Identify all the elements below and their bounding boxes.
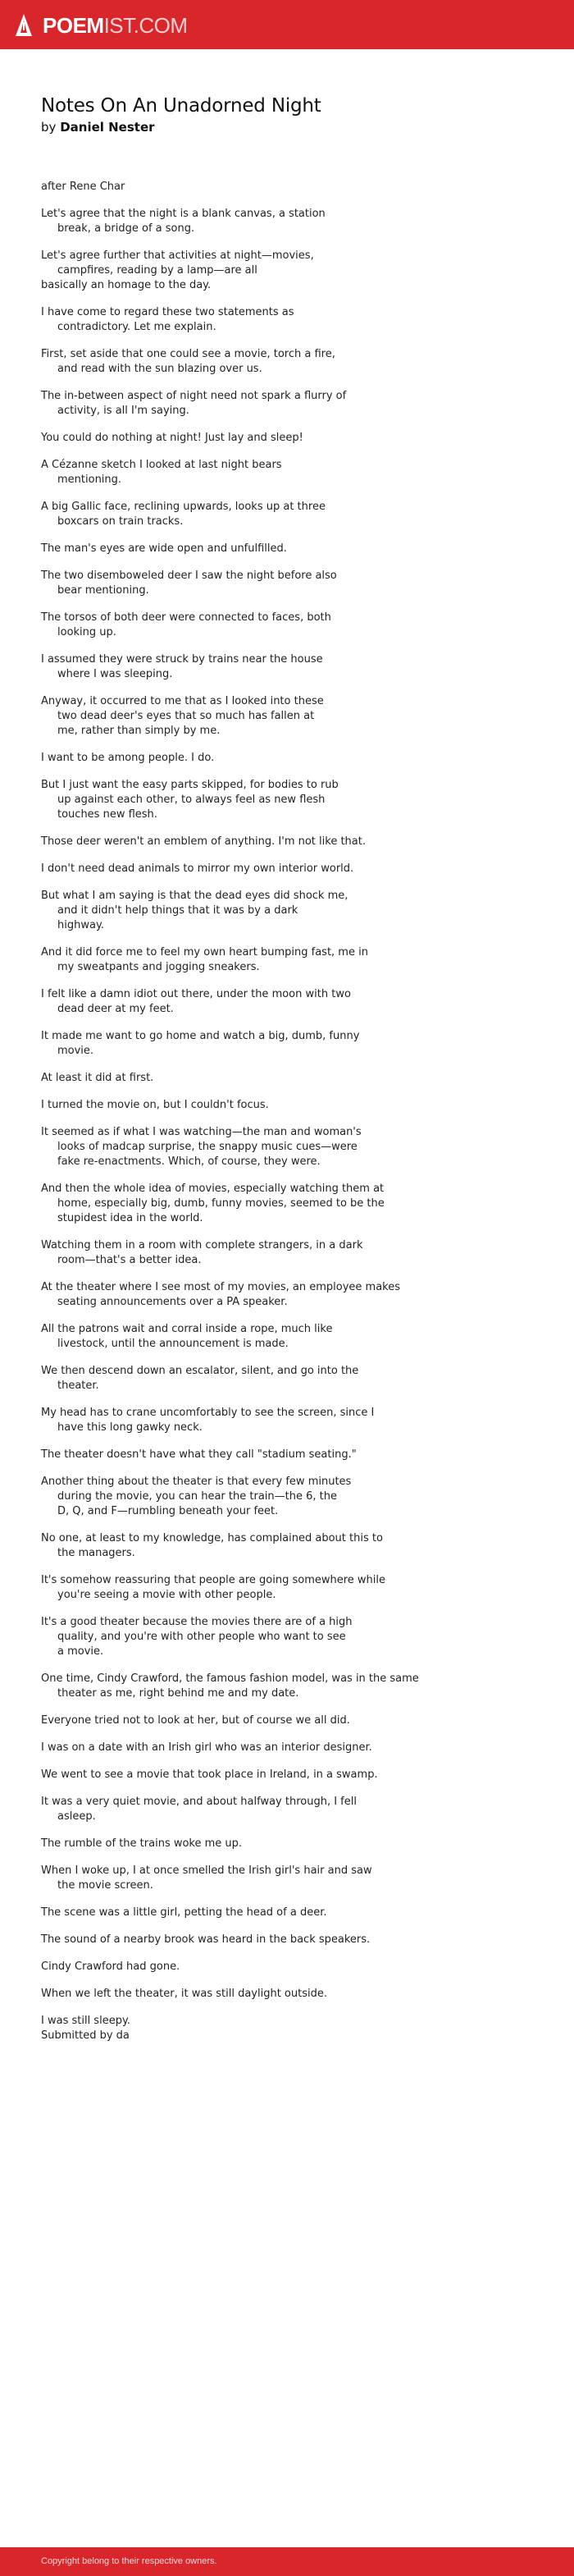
poem-line: We went to see a movie that took place in Ireland, in a swamp.	[41, 1768, 378, 1781]
stanza	[41, 835, 558, 849]
stanza	[41, 652, 558, 682]
poem-line: home, especially big, dumb, funny movies, seemed to be the	[57, 1197, 385, 1210]
poem-line: me, rather than simply by me.	[57, 725, 221, 737]
stanza	[41, 1322, 558, 1352]
poem-line: theater as me, right behind me and my date.	[57, 1687, 299, 1700]
poem-line: D, Q, and F—rumbling beneath your feet.	[57, 1505, 279, 1517]
poem-line: You could do nothing at night! Just lay and sleep!	[41, 432, 303, 444]
poem-line: It's a good theater because the movies there are of a high	[41, 1616, 353, 1628]
stanza	[41, 207, 558, 236]
poem-line: two dead deer's eyes that so much has fallen at	[57, 710, 315, 722]
poem-line: I don't need dead animals to mirror my own interior world.	[41, 862, 354, 875]
poem-header	[41, 94, 549, 136]
poem-line: When I woke up, I at once smelled the Irish girl's hair and saw	[41, 1865, 372, 1877]
poem-line: Another thing about the theater is that every few minutes	[41, 1476, 352, 1488]
poem-line: where I was sleeping.	[57, 668, 173, 680]
poem-line: seating announcements over a PA speaker.	[57, 1296, 288, 1308]
site-header	[0, 0, 574, 49]
poem-line: fake re-enactments. Which, of course, they were.	[57, 1155, 321, 1168]
poem-line: stupidest idea in the world.	[57, 1212, 203, 1224]
copyright-text: Copyright belong to their respective owners.	[41, 2556, 217, 2566]
poem-line: The in-between aspect of night need not spark a flurry of	[41, 390, 347, 402]
poem-line: Those deer weren't an emblem of anything. I'm not like that.	[41, 835, 366, 848]
poem-line: I have come to regard these two statements as	[41, 306, 294, 318]
stanza	[41, 1098, 558, 1113]
poem-line: the managers.	[57, 1547, 135, 1559]
stanza	[41, 431, 558, 446]
poem-line: asleep.	[57, 1810, 96, 1823]
site-logo[interactable]	[15, 11, 188, 39]
poem-line: The theater doesn't have what they call "stadium seating."	[41, 1448, 357, 1461]
poem-line: No one, at least to my knowledge, has complained about this to	[41, 1532, 383, 1544]
poem-line: The rumble of the trains woke me up.	[41, 1837, 243, 1850]
poem-line: The two disemboweled deer I saw the night before also	[41, 570, 337, 582]
poem-line: boxcars on train tracks.	[57, 515, 184, 528]
stanza	[41, 1960, 558, 1974]
stanza	[41, 1795, 558, 1824]
stanza	[41, 1987, 558, 2002]
stanza	[41, 862, 558, 876]
poem-line: looks of madcap surprise, the snappy music cues—were	[57, 1141, 358, 1153]
poem-line: have this long gawky neck.	[57, 1421, 203, 1434]
logo-text	[43, 13, 188, 38]
stanza	[41, 694, 558, 739]
stanza	[41, 389, 558, 419]
stanza	[41, 1672, 558, 1701]
stanza	[41, 987, 558, 1017]
stanza	[41, 1071, 558, 1086]
stanza	[41, 1864, 558, 1893]
poem-line: Everyone tried not to look at her, but of course we all did.	[41, 1714, 350, 1727]
poem-line: We then descend down an escalator, silent, and go into the	[41, 1365, 359, 1377]
stanza	[41, 889, 558, 933]
poem-line: I was on a date with an Irish girl who was an interior designer.	[41, 1741, 372, 1754]
poem-line: And it did force me to feel my own heart bumping fast, me in	[41, 946, 368, 959]
poem-line: livestock, until the announcement is made.	[57, 1338, 289, 1350]
poem-line: Anyway, it occurred to me that as I looked into these	[41, 695, 324, 707]
poem-line: It seemed as if what I was watching—the man and woman's	[41, 1126, 362, 1138]
stanza	[41, 347, 558, 377]
stanza	[41, 458, 558, 487]
stanza	[41, 180, 558, 194]
poem-line: My head has to crane uncomfortably to see the screen, since I	[41, 1407, 375, 1419]
poem-line: you're seeing a movie with other people.	[57, 1589, 276, 1601]
poem-line: during the movie, you can hear the train—the 6, the	[57, 1490, 337, 1503]
stanza	[41, 305, 558, 335]
stanza	[41, 1531, 558, 1561]
poem-line: touches new flesh.	[57, 808, 157, 821]
poem-line: Cindy Crawford had gone.	[41, 1961, 180, 1973]
stanza	[41, 249, 558, 293]
poem-line: and it didn't help things that it was by a dark	[57, 904, 298, 917]
poem-line: I assumed they were struck by trains near the house	[41, 653, 323, 666]
stanza	[41, 542, 558, 556]
poem-line: room—that's a better idea.	[57, 1254, 202, 1266]
stanza	[41, 2014, 558, 2029]
poem-line: break, a bridge of a song.	[57, 222, 195, 235]
byline-prefix: by	[41, 120, 57, 135]
stanza	[41, 1182, 558, 1226]
poem-line: Watching them in a room with complete strangers, in a dark	[41, 1239, 363, 1251]
poem-line: A Cézanne sketch I looked at last night bears	[41, 459, 282, 471]
poem-line: and read with the sun blazing over us.	[57, 363, 262, 375]
poem-line: Let's agree further that activities at night—movies,	[41, 249, 314, 262]
poem-line: One time, Cindy Crawford, the famous fashion model, was in the same	[41, 1672, 419, 1685]
poem-line: up against each other, to always feel as new flesh	[57, 794, 326, 806]
submitted-by: Submitted by da	[41, 2029, 130, 2042]
poem-line: But what I am saying is that the dead eyes did shock me,	[41, 890, 348, 902]
poem-line: dead deer at my feet.	[57, 1003, 174, 1015]
site-footer	[0, 2547, 574, 2576]
poem-line: I turned the movie on, but I couldn't focus.	[41, 1099, 269, 1111]
stanza	[41, 1933, 558, 1947]
stanza	[41, 751, 558, 766]
poem-line: quality, and you're with other people who want to see	[57, 1631, 346, 1643]
logo-light: IST.COM	[103, 13, 188, 38]
stanza	[41, 1364, 558, 1393]
poem-line: my sweatpants and jogging sneakers.	[57, 961, 260, 973]
poem-line: It was a very quiet movie, and about halfway through, I fell	[41, 1796, 357, 1808]
poem-line: campfires, reading by a lamp—are all	[57, 264, 257, 277]
poem-title: Notes On An Unadorned Night	[41, 95, 321, 117]
poem-line: At the theater where I see most of my movies, an employee makes	[41, 1281, 400, 1293]
stanza	[41, 1448, 558, 1462]
poem-line: I felt like a damn idiot out there, under the moon with two	[41, 988, 351, 1000]
poem-line: But I just want the easy parts skipped, for bodies to rub	[41, 779, 339, 791]
logo-bold: POEM	[43, 13, 104, 38]
stanza	[41, 500, 558, 529]
stanza	[41, 1714, 558, 1728]
poem-line: basically an homage to the day.	[41, 279, 212, 291]
author-name[interactable]: Daniel Nester	[60, 120, 155, 135]
poem-line: after Rene Char	[41, 181, 125, 193]
poem-line: activity, is all I'm saying.	[57, 405, 189, 417]
stanza	[41, 945, 558, 975]
stanza	[41, 1475, 558, 1519]
poem-line: It made me want to go home and watch a big, dumb, funny	[41, 1030, 360, 1042]
poem-line: Let's agree that the night is a blank canvas, a station	[41, 208, 326, 220]
poem-line: contradictory. Let me explain.	[57, 321, 216, 333]
poem-line: All the patrons wait and corral inside a rope, much like	[41, 1323, 333, 1335]
poem-line: looking up.	[57, 626, 116, 638]
poem-line: The scene was a little girl, petting the head of a deer.	[41, 1906, 327, 1919]
stanza	[41, 1280, 558, 1310]
stanza	[41, 778, 558, 822]
poem-line: I was still sleepy.	[41, 2015, 130, 2027]
poem-line: mentioning.	[57, 474, 122, 486]
stanza	[41, 1029, 558, 1059]
poem-line: A big Gallic face, reclining upwards, looks up at three	[41, 501, 326, 513]
poem-line: highway.	[57, 919, 104, 931]
stanza	[41, 1741, 558, 1755]
stanza	[41, 1125, 558, 1169]
poem-line: I want to be among people. I do.	[41, 752, 215, 764]
pen-nib-icon	[15, 13, 33, 38]
poem-line: First, set aside that one could see a movie, torch a fire,	[41, 348, 335, 360]
poem-line: The man's eyes are wide open and unfulfilled.	[41, 542, 287, 555]
stanza	[41, 1406, 558, 1435]
poem-line: And then the whole idea of movies, especially watching them at	[41, 1183, 385, 1195]
poem-line: movie.	[57, 1045, 94, 1057]
poem-line: theater.	[57, 1380, 99, 1392]
stanza	[41, 1615, 558, 1659]
stanza	[41, 1768, 558, 1782]
stanza	[41, 569, 558, 598]
poem-line: The sound of a nearby brook was heard in the back speakers.	[41, 1933, 371, 1946]
poem-body	[41, 180, 558, 2043]
poem-line: The torsos of both deer were connected to faces, both	[41, 611, 331, 624]
poem-line: a movie.	[57, 1645, 104, 1658]
stanza	[41, 1573, 558, 1603]
poem-line: At least it did at first.	[41, 1072, 154, 1084]
poem-line: When we left the theater, it was still daylight outside.	[41, 1988, 327, 2000]
stanza	[41, 1837, 558, 1851]
poem-line: It's somehow reassuring that people are going somewhere while	[41, 1574, 386, 1586]
stanza	[41, 1906, 558, 1920]
byline	[41, 118, 549, 136]
poem-line: bear mentioning.	[57, 584, 149, 597]
poem-line: the movie screen.	[57, 1879, 153, 1892]
stanza	[41, 611, 558, 640]
stanza	[41, 1238, 558, 1268]
